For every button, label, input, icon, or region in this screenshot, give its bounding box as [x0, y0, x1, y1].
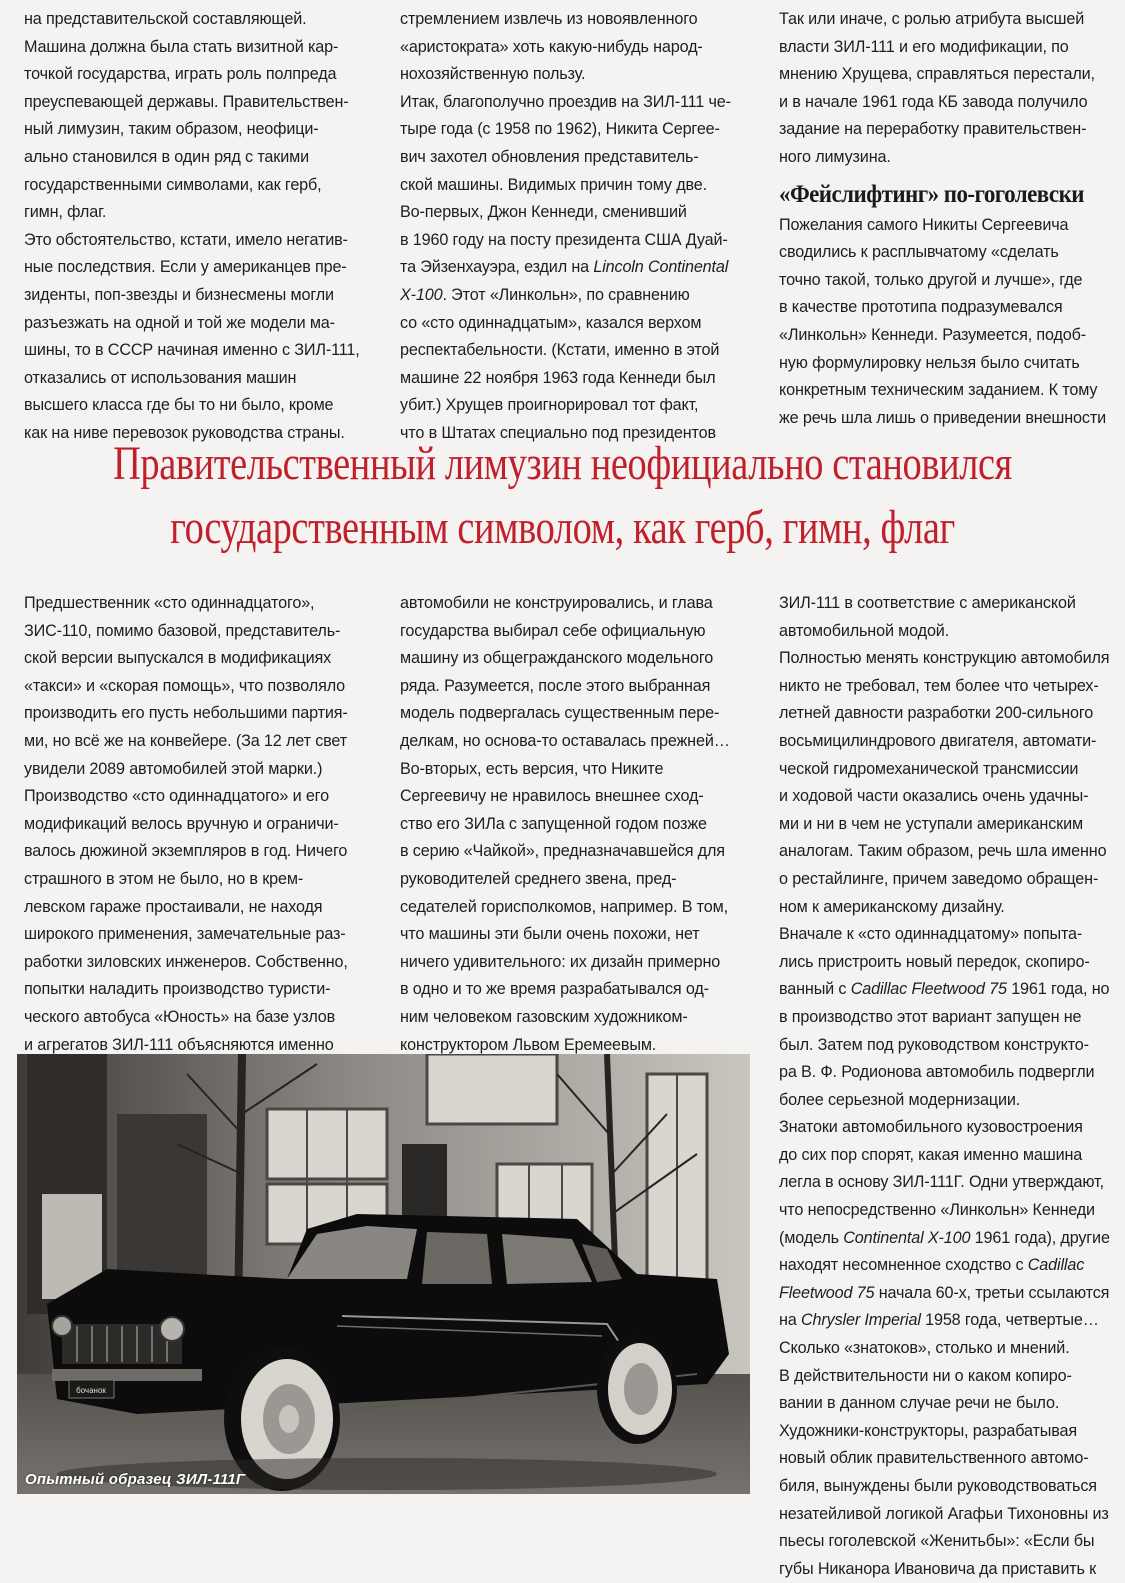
- text-line: ЗИЛ-111 в соответствие с американской: [779, 594, 1076, 612]
- text-line: седателей горисполкомов, например. В том,: [400, 897, 728, 916]
- text-line: ми, но всё же на конвейере. (За 12 лет свет: [24, 731, 347, 750]
- text-line: и ходовой части оказались очень удачны-: [779, 787, 1089, 806]
- text-line: машине 22 ноября 1963 года Кеннеди был: [400, 368, 716, 387]
- text-line: мнению Хрущева, справляться перестали,: [779, 65, 1095, 84]
- text-fragment: находят несомненное сходство с: [779, 1256, 1028, 1275]
- text-line: конструктором Львом Еремеевым.: [400, 1035, 657, 1054]
- italic-model-name: Lincoln Continental: [593, 258, 729, 277]
- text-line: Так или иначе, с ролью атрибута высшей: [779, 10, 1085, 28]
- article-column-2: [400, 6, 731, 448]
- text-line: модификаций велось вручную и ограничи-: [24, 814, 339, 833]
- text-line: валось дюжиной экземпляров в год. Ничего: [24, 842, 348, 861]
- text-line: шины, то в СССР начиная именно с ЗИЛ-111,: [24, 341, 360, 360]
- text-line: ним человеком газовским художником-: [400, 1007, 688, 1026]
- text-line: [400, 254, 731, 282]
- text-fragment: . Этот «Линкольн», по сравнению: [442, 285, 690, 304]
- text-line: ми и ни в чем не уступали американским: [779, 814, 1083, 833]
- pull-quote-line-2: государственным символом, как герб, гимн, флаг: [170, 501, 955, 554]
- text-line: ряда. Разумеется, после этого выбранная: [400, 676, 711, 695]
- pull-quote: [0, 432, 1125, 560]
- text-line: «аристократа» хоть какую-нибудь народ-: [400, 37, 703, 56]
- text-line: [400, 282, 731, 310]
- text-line: гимн, флаг.: [24, 203, 107, 222]
- text-line: был. Затем под руководством конструкто-: [779, 1035, 1089, 1054]
- text-line: восьмицилиндрового двигателя, автомати-: [779, 731, 1097, 750]
- text-line: ческого автобуса «Юность» на базе узлов: [24, 1007, 336, 1026]
- text-line: власти ЗИЛ-111 и его модификации, по: [779, 37, 1069, 56]
- text-line: точно такой, только другой и лучше», где: [779, 270, 1083, 289]
- text-line: более серьезной модернизации.: [779, 1090, 1021, 1109]
- text-line: Пожелания самого Никиты Сергеевича: [779, 215, 1069, 234]
- text-line: высшего класса где бы то ни было, кроме: [24, 396, 334, 415]
- text-line: до сих пор спорят, какая именно машина: [779, 1145, 1083, 1164]
- text-line: респектабельности. (Кстати, именно в этой: [400, 341, 720, 360]
- text-line: широкого применения, замечательные раз-: [24, 925, 346, 944]
- text-line: [779, 1252, 1110, 1280]
- text-line: точкой государства, играть роль полпреда: [24, 65, 337, 84]
- text-fragment: (модель: [779, 1228, 844, 1247]
- text-line: и агрегатов ЗИЛ-111 объясняются именно: [24, 1035, 334, 1054]
- text-line: в серию «Чайкой», предназначавшейся для: [400, 842, 725, 861]
- text-line: Художники-конструкторы, разрабатывая: [779, 1421, 1077, 1440]
- text-line: тыре года (с 1958 по 1962), Никита Сергее-: [400, 120, 720, 139]
- text-line: ально становился в один ряд с такими: [24, 147, 309, 166]
- text-line: увидели 2089 автомобилей этой марки.): [24, 759, 323, 778]
- text-line: Производство «сто одиннадцатого» и его: [24, 787, 329, 806]
- text-line: ра В. Ф. Родионова автомобиль подвергли: [779, 1063, 1095, 1082]
- text-line: ном к американскому дизайну.: [779, 897, 1005, 916]
- text-line: делкам, но основа-то оставалась прежней…: [400, 731, 730, 750]
- text-line: В действительности ни о каком копиро-: [779, 1366, 1072, 1385]
- text-line: в 1960 году на посту президента США Дуай-: [400, 230, 728, 249]
- text-line: левском гараже простаивали, не находя: [24, 897, 323, 916]
- italic-model-name: Fleetwood 75: [779, 1283, 875, 1302]
- text-line: Знатоки автомобильного кузовостроения: [779, 1118, 1083, 1137]
- car-photo-illustration: [17, 1054, 750, 1494]
- text-line: вании в данном случае речи не было.: [779, 1394, 1060, 1413]
- text-line: ЗИС-110, помимо базовой, представитель-: [24, 621, 341, 640]
- italic-model-name: Cadillac: [1027, 1256, 1085, 1275]
- text-line: Сколько «знатоков», столько и мнений.: [779, 1339, 1070, 1358]
- text-line: зиденты, поп-звезды и бизнесмены могли: [24, 285, 334, 304]
- text-line: на представительской составляющей.: [24, 10, 307, 28]
- text-line: страшного в этом не было, но в крем-: [24, 869, 304, 888]
- text-line: что в Штатах специально под президентов: [400, 423, 716, 442]
- text-line: государства выбирал себе официальную: [400, 621, 706, 640]
- text-fragment: начала 60-х, третьи ссылаются: [874, 1283, 1110, 1302]
- text-line: [779, 1225, 1110, 1253]
- article-column-5: [400, 590, 730, 1059]
- text-line: Во-первых, Джон Кеннеди, сменивший: [400, 203, 687, 222]
- text-line: производить его пусть небольшими партия-: [24, 704, 348, 723]
- text-line: нохозяйственную пользу.: [400, 65, 586, 84]
- text-line: ство его ЗИЛа с запущенной годом позже: [400, 814, 707, 833]
- text-line: ничего удивительного: их дизайн примерно: [400, 952, 721, 971]
- italic-model-name: Chrysler Imperial: [801, 1311, 921, 1330]
- car-photo: [17, 1054, 750, 1494]
- text-line: аналогам. Таким образом, речь шла именно: [779, 842, 1107, 861]
- text-line: Вначале к «сто одиннадцатому» попыта-: [779, 925, 1083, 944]
- text-fragment: 1961 года), другие: [970, 1228, 1110, 1247]
- text-line: [779, 1307, 1110, 1335]
- text-line: Предшественник «сто одиннадцатого»,: [24, 594, 315, 612]
- text-line: ную формулировку нельзя было считать: [779, 353, 1080, 372]
- text-fragment: 1958 года, четвертые…: [920, 1311, 1099, 1330]
- text-line: конкретным техническим заданием. К тому: [779, 381, 1098, 400]
- text-line: Машина должна была стать визитной кар-: [24, 37, 339, 56]
- article-column-4: [24, 590, 348, 1059]
- text-line: ческой гидромеханической трансмиссии: [779, 759, 1079, 778]
- text-line: Сергеевичу не нравилось внешнее сход-: [400, 787, 704, 806]
- text-line: работки зиловских инженеров. Собственно,: [24, 952, 348, 971]
- text-line: и в начале 1961 года КБ завода получило: [779, 92, 1088, 111]
- text-line: незатейливой логикой Агафьи Тихоновны из: [779, 1504, 1109, 1523]
- text-line: новый облик правительственного автомо-: [779, 1449, 1089, 1468]
- text-line: [779, 1280, 1110, 1308]
- italic-model-name: X-100: [400, 285, 443, 304]
- text-line: «такси» и «скорая помощь», что позволяло: [24, 676, 346, 695]
- text-line: убит.) Хрущев проигнорировал тот факт,: [400, 396, 699, 415]
- text-line: вич захотел обновления представитель-: [400, 147, 699, 166]
- italic-model-name: Continental X-100: [843, 1228, 971, 1247]
- text-line: в производство этот вариант запущен не: [779, 1007, 1082, 1026]
- text-fragment: ванный с: [779, 980, 851, 999]
- text-line: биля, вынуждены были руководствоваться: [779, 1477, 1097, 1495]
- text-line: Это обстоятельство, кстати, имело негатив-: [24, 230, 348, 249]
- text-line: со «сто одиннадцатым», казался верхом: [400, 313, 702, 332]
- text-line: пьесы гоголевской «Женитьбы»: «Если бы: [779, 1532, 1095, 1551]
- text-line: легла в основу ЗИЛ-111Г. Одни утверждают,: [779, 1173, 1104, 1192]
- text-line: сводились к расплывчатому «сделать: [779, 243, 1059, 262]
- text-line: ный лимузин, таким образом, неофици-: [24, 120, 319, 139]
- text-line: что машины эти были очень похожи, нет: [400, 925, 700, 944]
- text-line: модель подвергалась существенным пере-: [400, 704, 720, 723]
- text-line: в качестве прототипа подразумевался: [779, 298, 1063, 317]
- article-column-6: [779, 590, 1110, 1583]
- text-line: ного лимузина.: [779, 147, 891, 166]
- text-line: автомобили не конструировались, и глава: [400, 594, 713, 612]
- text-line: Во-вторых, есть версия, что Никите: [400, 759, 664, 778]
- text-fragment: на: [779, 1311, 801, 1330]
- italic-model-name: Cadillac Fleetwood 75: [850, 980, 1007, 999]
- section-heading: «Фейслифтинг» по-гоголевски: [779, 180, 1084, 208]
- text-line: автомобильной модой.: [779, 621, 950, 640]
- text-line: лись пристроить новый передок, скопиро-: [779, 952, 1090, 971]
- text-line: руководителей среднего звена, пред-: [400, 869, 677, 888]
- text-line: летней давности разработки 200-сильного: [779, 704, 1094, 723]
- article-column-3: [779, 6, 1110, 432]
- text-line: машину из общегражданского модельного: [400, 649, 714, 668]
- text-line: что непосредственно «Линкольн» Кеннеди: [779, 1201, 1095, 1220]
- text-line: Полностью менять конструкцию автомобиля: [779, 649, 1110, 668]
- text-line: в одно и то же время разрабатывался од-: [400, 980, 709, 999]
- text-line: задание на переработку правительствен-: [779, 120, 1087, 139]
- text-line: же речь шла лишь о приведении внешности: [779, 408, 1107, 427]
- license-plate: бочанок: [76, 1386, 106, 1395]
- photo-caption: Опытный образец ЗИЛ-111Г: [25, 1471, 246, 1488]
- text-line: преуспевающей державы. Правительствен-: [24, 92, 349, 111]
- text-line: губы Никанора Ивановича да приставить к: [779, 1559, 1097, 1578]
- text-fragment: 1961 года, но: [1006, 980, 1110, 999]
- text-line: Итак, благополучно проездив на ЗИЛ-111 че-: [400, 92, 731, 111]
- text-line: попытки наладить производство туристи-: [24, 980, 331, 999]
- text-line: о рестайлинге, причем заведомо обращен-: [779, 869, 1099, 888]
- text-line: отказались от использования машин: [24, 368, 297, 387]
- text-line: государственными символами, как герб,: [24, 175, 322, 194]
- text-line: разъезжать на одной и той же модели ма-: [24, 313, 335, 332]
- text-line: [779, 976, 1110, 1004]
- text-line: «Линкольн» Кеннеди. Разумеется, подоб-: [779, 325, 1087, 344]
- text-line: ные последствия. Если у американцев пре-: [24, 258, 347, 277]
- text-line: стремлением извлечь из новоявленного: [400, 10, 698, 28]
- text-line: никто не требовал, тем более что четырех-: [779, 676, 1099, 695]
- text-line: ской версии выпускался в модификациях: [24, 649, 332, 668]
- text-line: как на ниве перевозок руководства страны.: [24, 423, 345, 442]
- article-column-1: [24, 6, 360, 448]
- text-fragment: та Эйзенхауэра, ездил на: [400, 258, 594, 277]
- pull-quote-line-1: Правительственный лимузин неофициально становился: [113, 437, 1012, 490]
- text-line: ской машины. Видимых причин тому две.: [400, 175, 707, 194]
